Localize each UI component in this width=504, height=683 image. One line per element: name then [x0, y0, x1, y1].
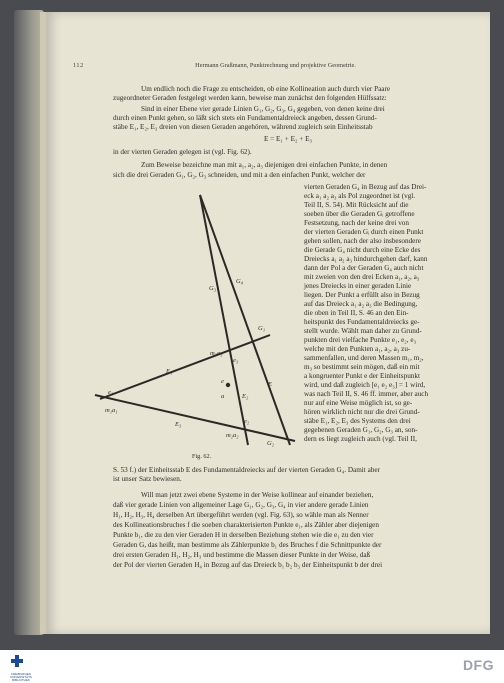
label-e1-stab: E₁	[166, 368, 173, 375]
text-line: was nach Teil II, S. 46 ff. immer, aber auch	[304, 390, 429, 398]
text-line: Geraden G, das heißt, man bestimme als Zählerpunkte b₁ des Bruches f die Schnittpunkte der	[113, 541, 382, 549]
text-line: Zum Beweise bezeichne man mit a₁, a₂, a₃ diejenigen drei einfachen Punkte, in denen	[141, 161, 388, 169]
text-line: mit zweien von den drei Ecken a₁, a₂, a₃	[304, 273, 420, 281]
figure-caption: Fig. 62.	[192, 453, 212, 460]
text-line: S. 53 f.) der Einheitsstab E des Fundamentaldreiecks auf der vierten Geraden G₄. Damit aber	[113, 466, 380, 474]
text-line: zugeordneter Geraden festgelegt werden kann, beweise man zunächst den folgenden Hülfssatz:	[113, 94, 387, 102]
point-a	[226, 383, 230, 387]
text-line: Sind in einer Ebene vier gerade Linien G₁, G₂, G₃, G₄ gegeben, von denen keine drei	[141, 105, 385, 113]
text-line: Punkte b₁, die zu den vier Geraden H in derselben Beziehung stehen wie die e₁ zu den vier	[113, 531, 374, 539]
text-line: daß vier gerade Linien von allgemeiner Lage G₁, G₂, G₃, G₄ in vier andere gerade Linien	[113, 501, 369, 509]
text-line: H₁, H₂, H₃, H₄ derselben Art übergeführt werden (vgl. Fig. 63), so wähle man als Nenner	[113, 511, 369, 519]
text-line: ist unser Satz bewiesen.	[113, 475, 182, 483]
text-line: des Kollineationsbruches f die soeben charakterisierten Punkte e₁, als Zähler aber diejenigen	[113, 521, 379, 529]
text-line: der Pol der vierten Geraden H₄ in Bezug auf das Dreieck b₁ b₂ b₃ der Einheitspunkt b der drei	[113, 561, 383, 569]
label-g3: G₃	[209, 285, 216, 292]
line-g4	[200, 195, 290, 445]
text-line: stäbe E₁, E₂, E₃ des Systems den drei	[304, 417, 411, 425]
running-title: Hermann Graßmann, Punktrechnung und projektive Geometrie.	[195, 62, 356, 69]
text-line: der vierten Geraden Gᵢ durch einen Punkt	[304, 228, 424, 236]
text-line: jenes Dreiecks in einer geraden Linie	[304, 282, 412, 290]
label-e-point: e	[221, 378, 224, 385]
text-line: die oben in Teil II, S. 46 an den Ein-	[304, 309, 409, 317]
text-line: gegebenen Geraden G₁, G₂, G₃ an, son-	[304, 426, 418, 434]
equation: E = E₁ + E₂ + E₃	[263, 135, 313, 143]
text-line: gehen sollen, nach der also insbesondere	[304, 237, 421, 245]
text-line: wird, und daß zugleich [e₁ e₂ e₃] = 1 wird,	[304, 381, 426, 389]
label-e2: e₂	[244, 418, 250, 425]
label-e-stab-lower: E₂	[242, 393, 249, 400]
text-line: Festsetzung, nach der keine drei von	[304, 219, 409, 227]
line-g2	[95, 395, 295, 441]
label-m2a2: m₂a₂	[226, 432, 239, 439]
viewer-footer	[0, 650, 504, 681]
text-line: Dreiecks a₁ a₂ a₃ hindurchgehen darf, kann	[304, 255, 428, 263]
running-header	[73, 62, 478, 74]
text-line: a kongruenter Punkt e der Einheitspunkt	[304, 372, 420, 380]
text-line: heitspunkt des Fundamentaldreiecks ge-	[304, 318, 420, 326]
label-m1a1: m₁a₁	[105, 407, 118, 414]
text-line: Will man jetzt zwei ebene Systeme in der Weise kollinear auf einander beziehen,	[141, 491, 374, 499]
text-line: hören wirklich nicht nur die drei Grund-	[304, 408, 420, 416]
label-g4: G₄	[236, 278, 243, 285]
label-g2: G₂	[267, 440, 274, 447]
library-crest-icon	[10, 654, 24, 668]
text-line: durch einen Punkt gehen, so läßt sich stets ein Fundamentaldreieck angeben, dessen Grund-	[113, 114, 377, 122]
text-line: vierten Geraden G₄ in Bezug auf das Drei-	[304, 183, 427, 191]
label-e3-stab: E₃	[175, 421, 182, 428]
text-line: dann der Pol a der Geraden G₄ auch nicht	[304, 264, 424, 272]
text-line: stellt wurde. Wählt man daher zu Grund-	[304, 327, 422, 335]
text-line: dern es liegt zugleich auch (vgl. Teil II,	[304, 435, 417, 443]
library-logo-text: FREIBURGER UNIVERSITÄTS BIBLIOTHEK	[10, 672, 32, 683]
line-g3	[200, 195, 248, 445]
text-line: eck a₁ a₂ a₃ als Pol zugeordnet ist (vgl.	[304, 192, 416, 200]
label-a-point: a	[221, 393, 225, 400]
text-line: nur auf eine Weise möglich ist, so ge-	[304, 399, 413, 407]
text-line: Um endlich noch die Frage zu entscheiden, ob eine Kollineation auch durch vier Paare	[141, 85, 391, 93]
text-line: sammenfallen, und deren Massen m₁, m₂,	[304, 354, 424, 362]
figure-62-diagram	[90, 185, 300, 460]
text-line: die Gerade G₄ nicht durch eine Ecke des	[304, 246, 421, 254]
line-g1	[100, 335, 270, 399]
label-e-stab: E	[268, 381, 272, 388]
label-e3: e₃	[233, 357, 239, 364]
text-line: in der vierten Geraden gelegen ist (vgl. Fig. 62).	[113, 148, 252, 156]
label-m3a3: m₃a₃	[210, 350, 223, 357]
text-line: drei ersten Geraden H₁, H₂, H₃ und bestimme die Massen dieser Punkte in der Weise, daß	[113, 551, 371, 559]
text-line: liegen. Der Punkt a erfüllt also in Bezug	[304, 291, 420, 299]
text-line: auf das Dreieck a₁ a₂ a₃ die Bedingung,	[304, 300, 418, 308]
dfg-logo[interactable]: DFG	[462, 657, 494, 673]
text-line: soeben über die Geraden Gᵢ getroffene	[304, 210, 415, 218]
text-line: welche mit den Punkten a₁, a₂, a₃ zu-	[304, 345, 411, 353]
text-line: punkten drei vielfache Punkte e₁, e₂, e₃	[304, 336, 417, 344]
text-line: sich die drei Geraden G₁, G₂, G₃ schneiden, und mit a den einfachen Punkt, welcher der	[113, 171, 366, 179]
text-line: stäbe E₁, E₂, E₃ dreien von diesen Geraden angehören, während zugleich sein Einheitsstab	[113, 123, 373, 131]
label-e1: e₁	[108, 389, 114, 396]
label-g1: G₁	[258, 325, 265, 332]
page-number: 112	[73, 62, 84, 69]
library-logo[interactable]	[10, 654, 32, 683]
text-line: m₃ so bestimmt sein mögen, daß ein mit	[304, 363, 420, 371]
text-line: Teil II, S. 54). Mit Rücksicht auf die	[304, 201, 409, 209]
